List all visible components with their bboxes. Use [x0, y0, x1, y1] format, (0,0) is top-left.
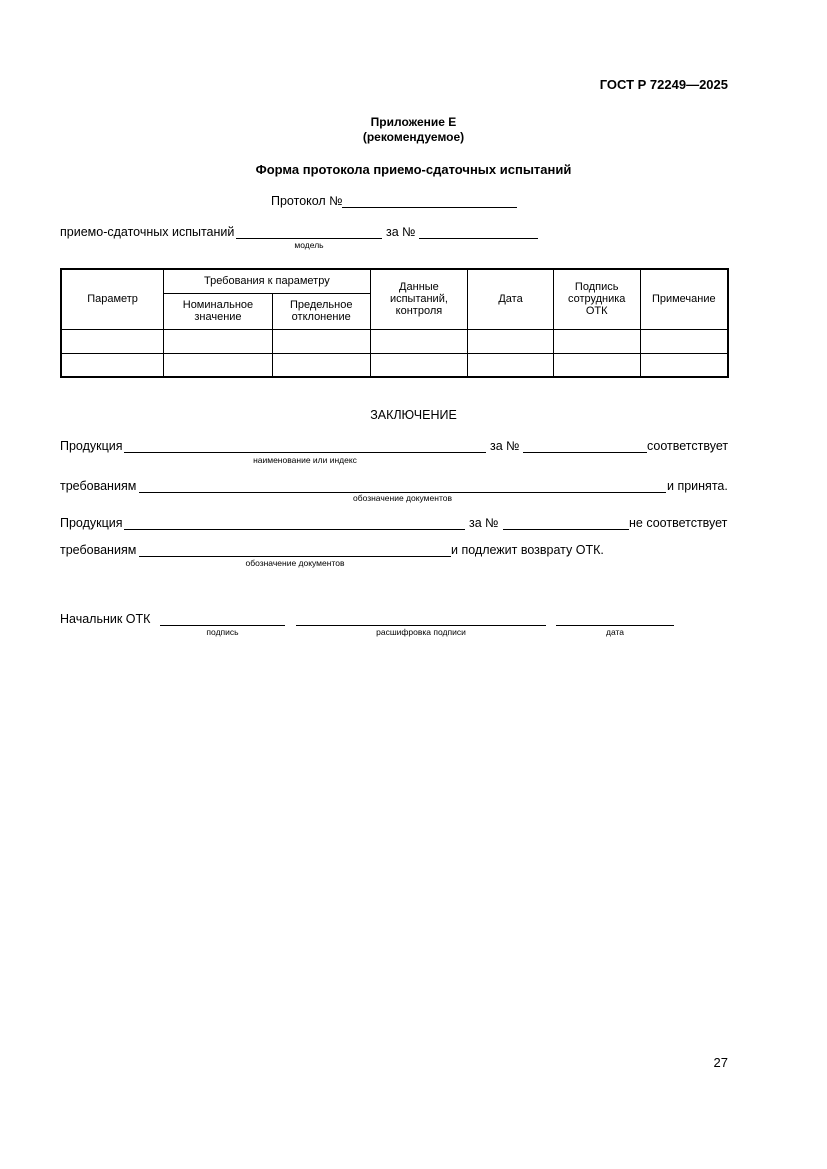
table-cell[interactable] [61, 329, 164, 353]
table-cell[interactable] [553, 329, 640, 353]
table-row [61, 329, 728, 353]
product-name-field-2[interactable] [124, 529, 465, 530]
header-requirements: Требования к параметру [164, 269, 370, 293]
conclusion-za-no-field-2[interactable] [503, 529, 629, 530]
table-cell[interactable] [61, 353, 164, 377]
requirements-label: требованиям [60, 479, 137, 493]
conclusion-za-no-field[interactable] [523, 452, 647, 453]
header-deviation: Предельное отклонение [272, 293, 370, 329]
table-cell[interactable] [370, 353, 468, 377]
conclusion-za-no-label-2: за № [469, 516, 499, 530]
model-caption: модель [294, 240, 324, 250]
table-cell[interactable] [164, 353, 273, 377]
accepted-label: и принята. [667, 479, 728, 493]
table-row [61, 353, 728, 377]
form-title: Форма протокола приемо-сдаточных испытаний [255, 162, 572, 177]
decode-caption: расшифровка подписи [376, 627, 466, 637]
appendix-subtitle: (рекомендуемое) [362, 130, 465, 144]
header-date: Дата [468, 269, 554, 329]
product-label-2: Продукция [60, 516, 123, 530]
returned-label: и подлежит возврату ОТК. [451, 543, 604, 557]
requirements-label-2: требованиям [60, 543, 137, 557]
date-field[interactable] [556, 625, 674, 626]
za-no-field[interactable] [419, 238, 538, 239]
table-cell[interactable] [640, 329, 728, 353]
tests-label: приемо-сдаточных испытаний [60, 225, 235, 239]
chief-label: Начальник ОТК [60, 612, 151, 626]
header-nominal: Номинальное значение [164, 293, 273, 329]
table-cell[interactable] [370, 329, 468, 353]
signature-field[interactable] [160, 625, 285, 626]
product-label: Продукция [60, 439, 123, 453]
table-cell[interactable] [272, 353, 370, 377]
header-test-data: Данные испытаний, контроля [370, 269, 468, 329]
requirements-docs-field-2[interactable] [139, 556, 451, 557]
protocol-number-field[interactable] [342, 207, 517, 208]
table-cell[interactable] [553, 353, 640, 377]
complies-label: соответствует [647, 439, 729, 453]
appendix-title: Приложение Е [370, 115, 457, 129]
standard-id: ГОСТ Р 72249—2025 [599, 77, 728, 92]
page-number: 27 [713, 1055, 728, 1070]
conclusion-title: ЗАКЛЮЧЕНИЕ [370, 408, 457, 422]
not-complies-label: не соответствует [629, 516, 728, 530]
protocol-table [60, 268, 729, 378]
docs-caption-2: обозначение документов [245, 558, 345, 568]
table-cell[interactable] [272, 329, 370, 353]
table-cell[interactable] [468, 329, 554, 353]
table-cell[interactable] [640, 353, 728, 377]
docs-caption: обозначение документов [352, 493, 452, 503]
header-note: Примечание [640, 269, 728, 329]
signature-caption: подпись [206, 627, 239, 637]
protocol-label: Протокол № [271, 194, 343, 208]
date-caption: дата [605, 627, 625, 637]
table-cell[interactable] [468, 353, 554, 377]
conclusion-za-no-label: за № [490, 439, 520, 453]
table-cell[interactable] [164, 329, 273, 353]
signature-decode-field[interactable] [296, 625, 546, 626]
name-caption: наименование или индекс [253, 455, 357, 465]
za-no-label: за № [386, 225, 416, 239]
product-name-field[interactable] [124, 452, 486, 453]
header-signature: Подпись сотрудника ОТК [553, 269, 640, 329]
model-field[interactable] [236, 238, 382, 239]
header-parameter: Параметр [61, 269, 164, 329]
